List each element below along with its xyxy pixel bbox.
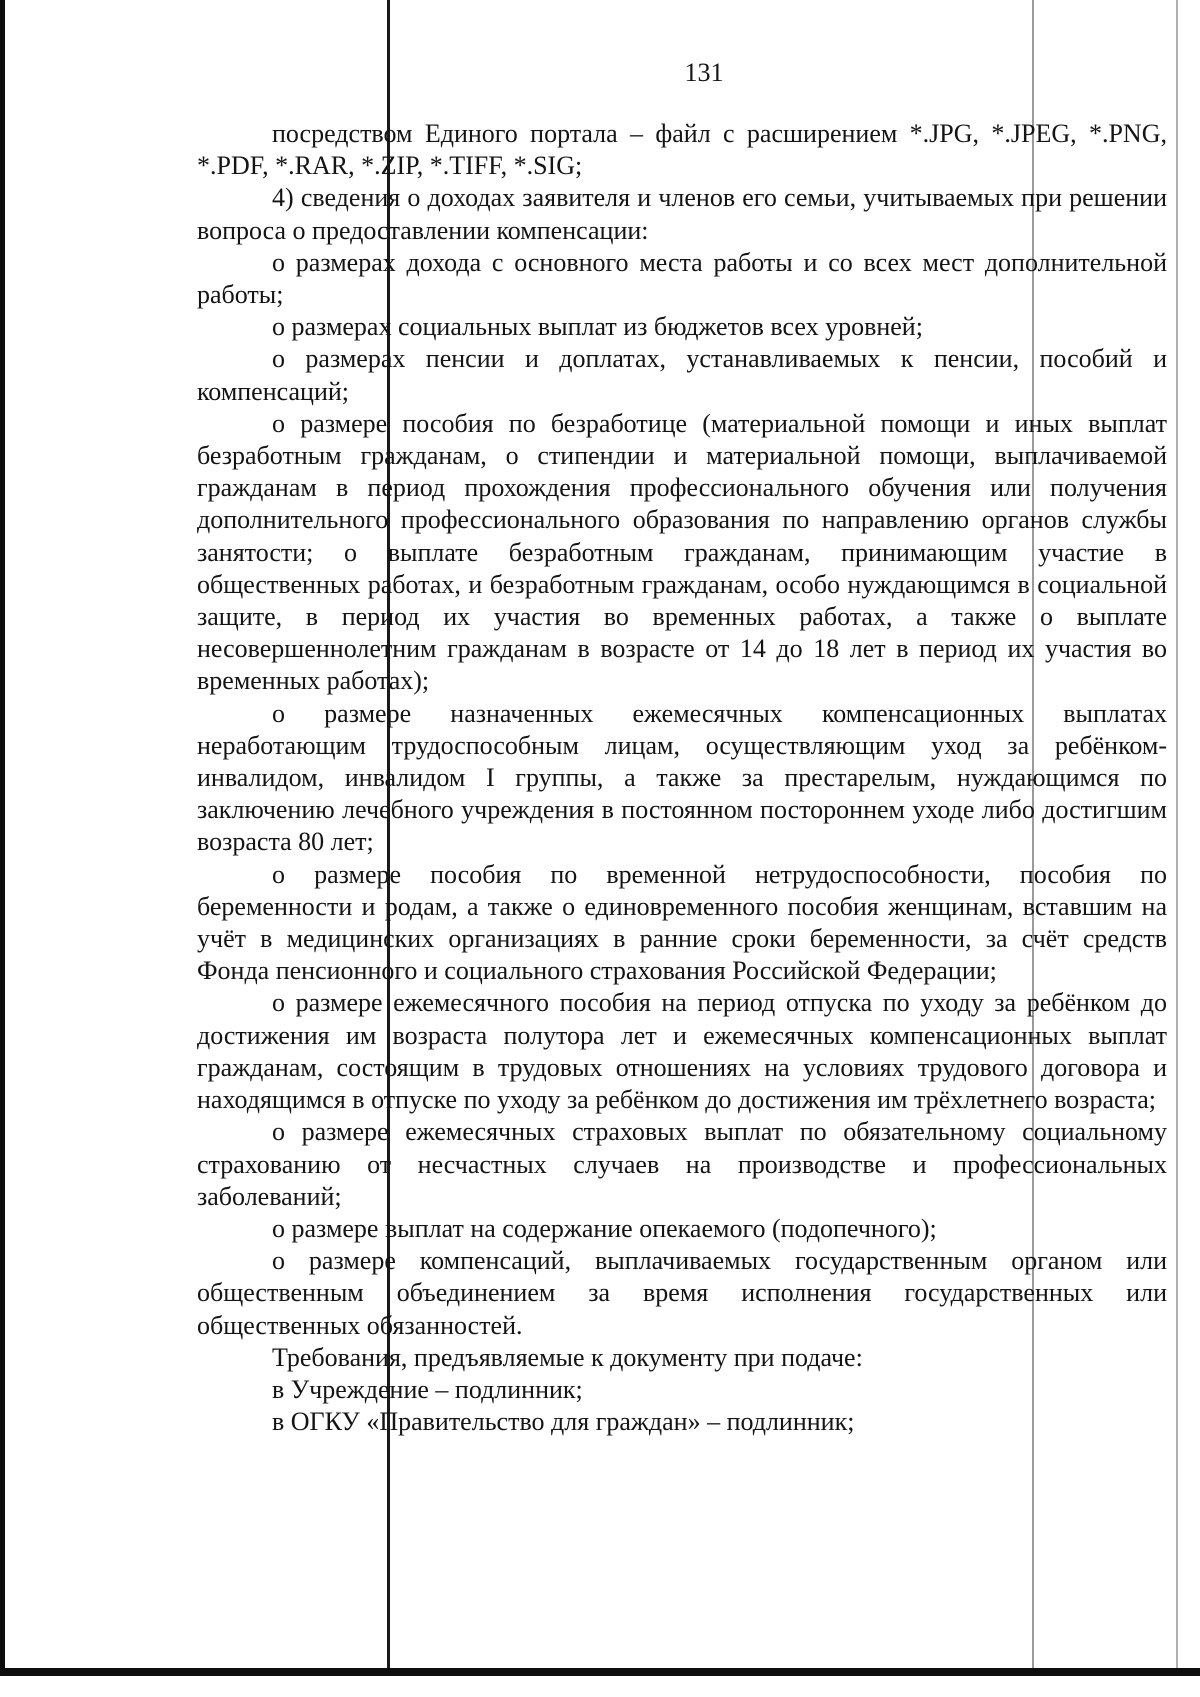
- paragraph-file-formats: посредством Единого портала – файл с расширением *.JPG, *.JPEG, *.PNG, *.PDF, *.RAR, *.ZIP, *.TIFF, *.SIG;: [197, 119, 1167, 181]
- scan-artifact-line: [1176, 0, 1178, 1672]
- paragraph-public-duties: о размере компенсаций, выплачиваемых государственным органом или общественным объединением за время исполнения государственных или общественных обязанностей.: [197, 1246, 1167, 1340]
- scan-border-bottom: [0, 1668, 1200, 1676]
- paragraph-main-work-income: о размерах дохода с основного места работы и со всех мест дополнительной работы;: [197, 247, 1167, 310]
- paragraph-unemployment: о размере пособия по безработице (материальной помощи и иных выплат безработным гражданам, о стипендии и материальной помощи, выплачиваемой гражданам в период прохождения профессионального обучения или получения дополнительного профессионального образования по направлению органов службы занятости; о выплате безработным гражданам, принимающим участие в общественных работах, и безработным гражданам, особо нуждающимся в социальной защите, в период их участия во временных работах, а также о выплате несовершеннолетним гражданам в возрасте от 14 до 18 лет в период их участия во временных работах);: [197, 408, 1167, 696]
- paragraph-disability-maternity: о размере пособия по временной нетрудоспособности, пособия по беременности и родам, а также о единовременного пособия женщинам, вставшим на учёт в медицинских организациях в ранние сроки беременности, за счёт средств Фонда пенсионного и социального страхования Российской Федерации;: [197, 859, 1167, 986]
- paragraph-childcare-leave: о размере ежемесячного пособия на период отпуска по уходу за ребёнком до достижения им возраста полутора лет и ежемесячных компенсационных выплат гражданам, состоящим в трудовых отношениях на условиях трудового договора и находящимся в отпуске по уходу за ребёнком до достижения им трёхлетнего возраста;: [197, 988, 1167, 1115]
- document-body: [197, 118, 1167, 1438]
- paragraph-institution-original: в Учреждение – подлинник;: [272, 1374, 583, 1404]
- paragraph-caregiver-payments: о размере назначенных ежемесячных компенсационных выплатах неработающим трудоспособным лицам, осуществляющим уход за ребёнком-инвалидом, инвалидом I группы, а также за престарелым, нуждающимся по заключению лечебного учреждения в постоянном постороннем уходе либо достигшим возраста 80 лет;: [197, 698, 1167, 857]
- paragraph-income-info: 4) сведения о доходах заявителя и членов его семьи, учитываемых при решении вопроса о предоставлении компенсации:: [197, 183, 1167, 245]
- paragraph-insurance-payments: о размере ежемесячных страховых выплат по обязательному социальному страхованию от несчастных случаев на производстве и профессиональных заболеваний;: [197, 1117, 1167, 1211]
- paragraph-ogku-original: в ОГКУ «Правительство для граждан» – подлинник;: [272, 1407, 855, 1437]
- scan-border-left: [0, 0, 5, 1676]
- paragraph-guardianship: о размере выплат на содержание опекаемого (подопечного);: [272, 1213, 937, 1243]
- paragraph-social-payments: о размерах социальных выплат из бюджетов всех уровней;: [272, 312, 923, 342]
- paragraph-requirements: Требования, предъявляемые к документу при подаче:: [272, 1342, 863, 1372]
- paragraph-pensions: о размерах пенсии и доплатах, устанавливаемых к пенсии, пособий и компенсаций;: [197, 344, 1167, 406]
- page-number: 131: [684, 58, 724, 87]
